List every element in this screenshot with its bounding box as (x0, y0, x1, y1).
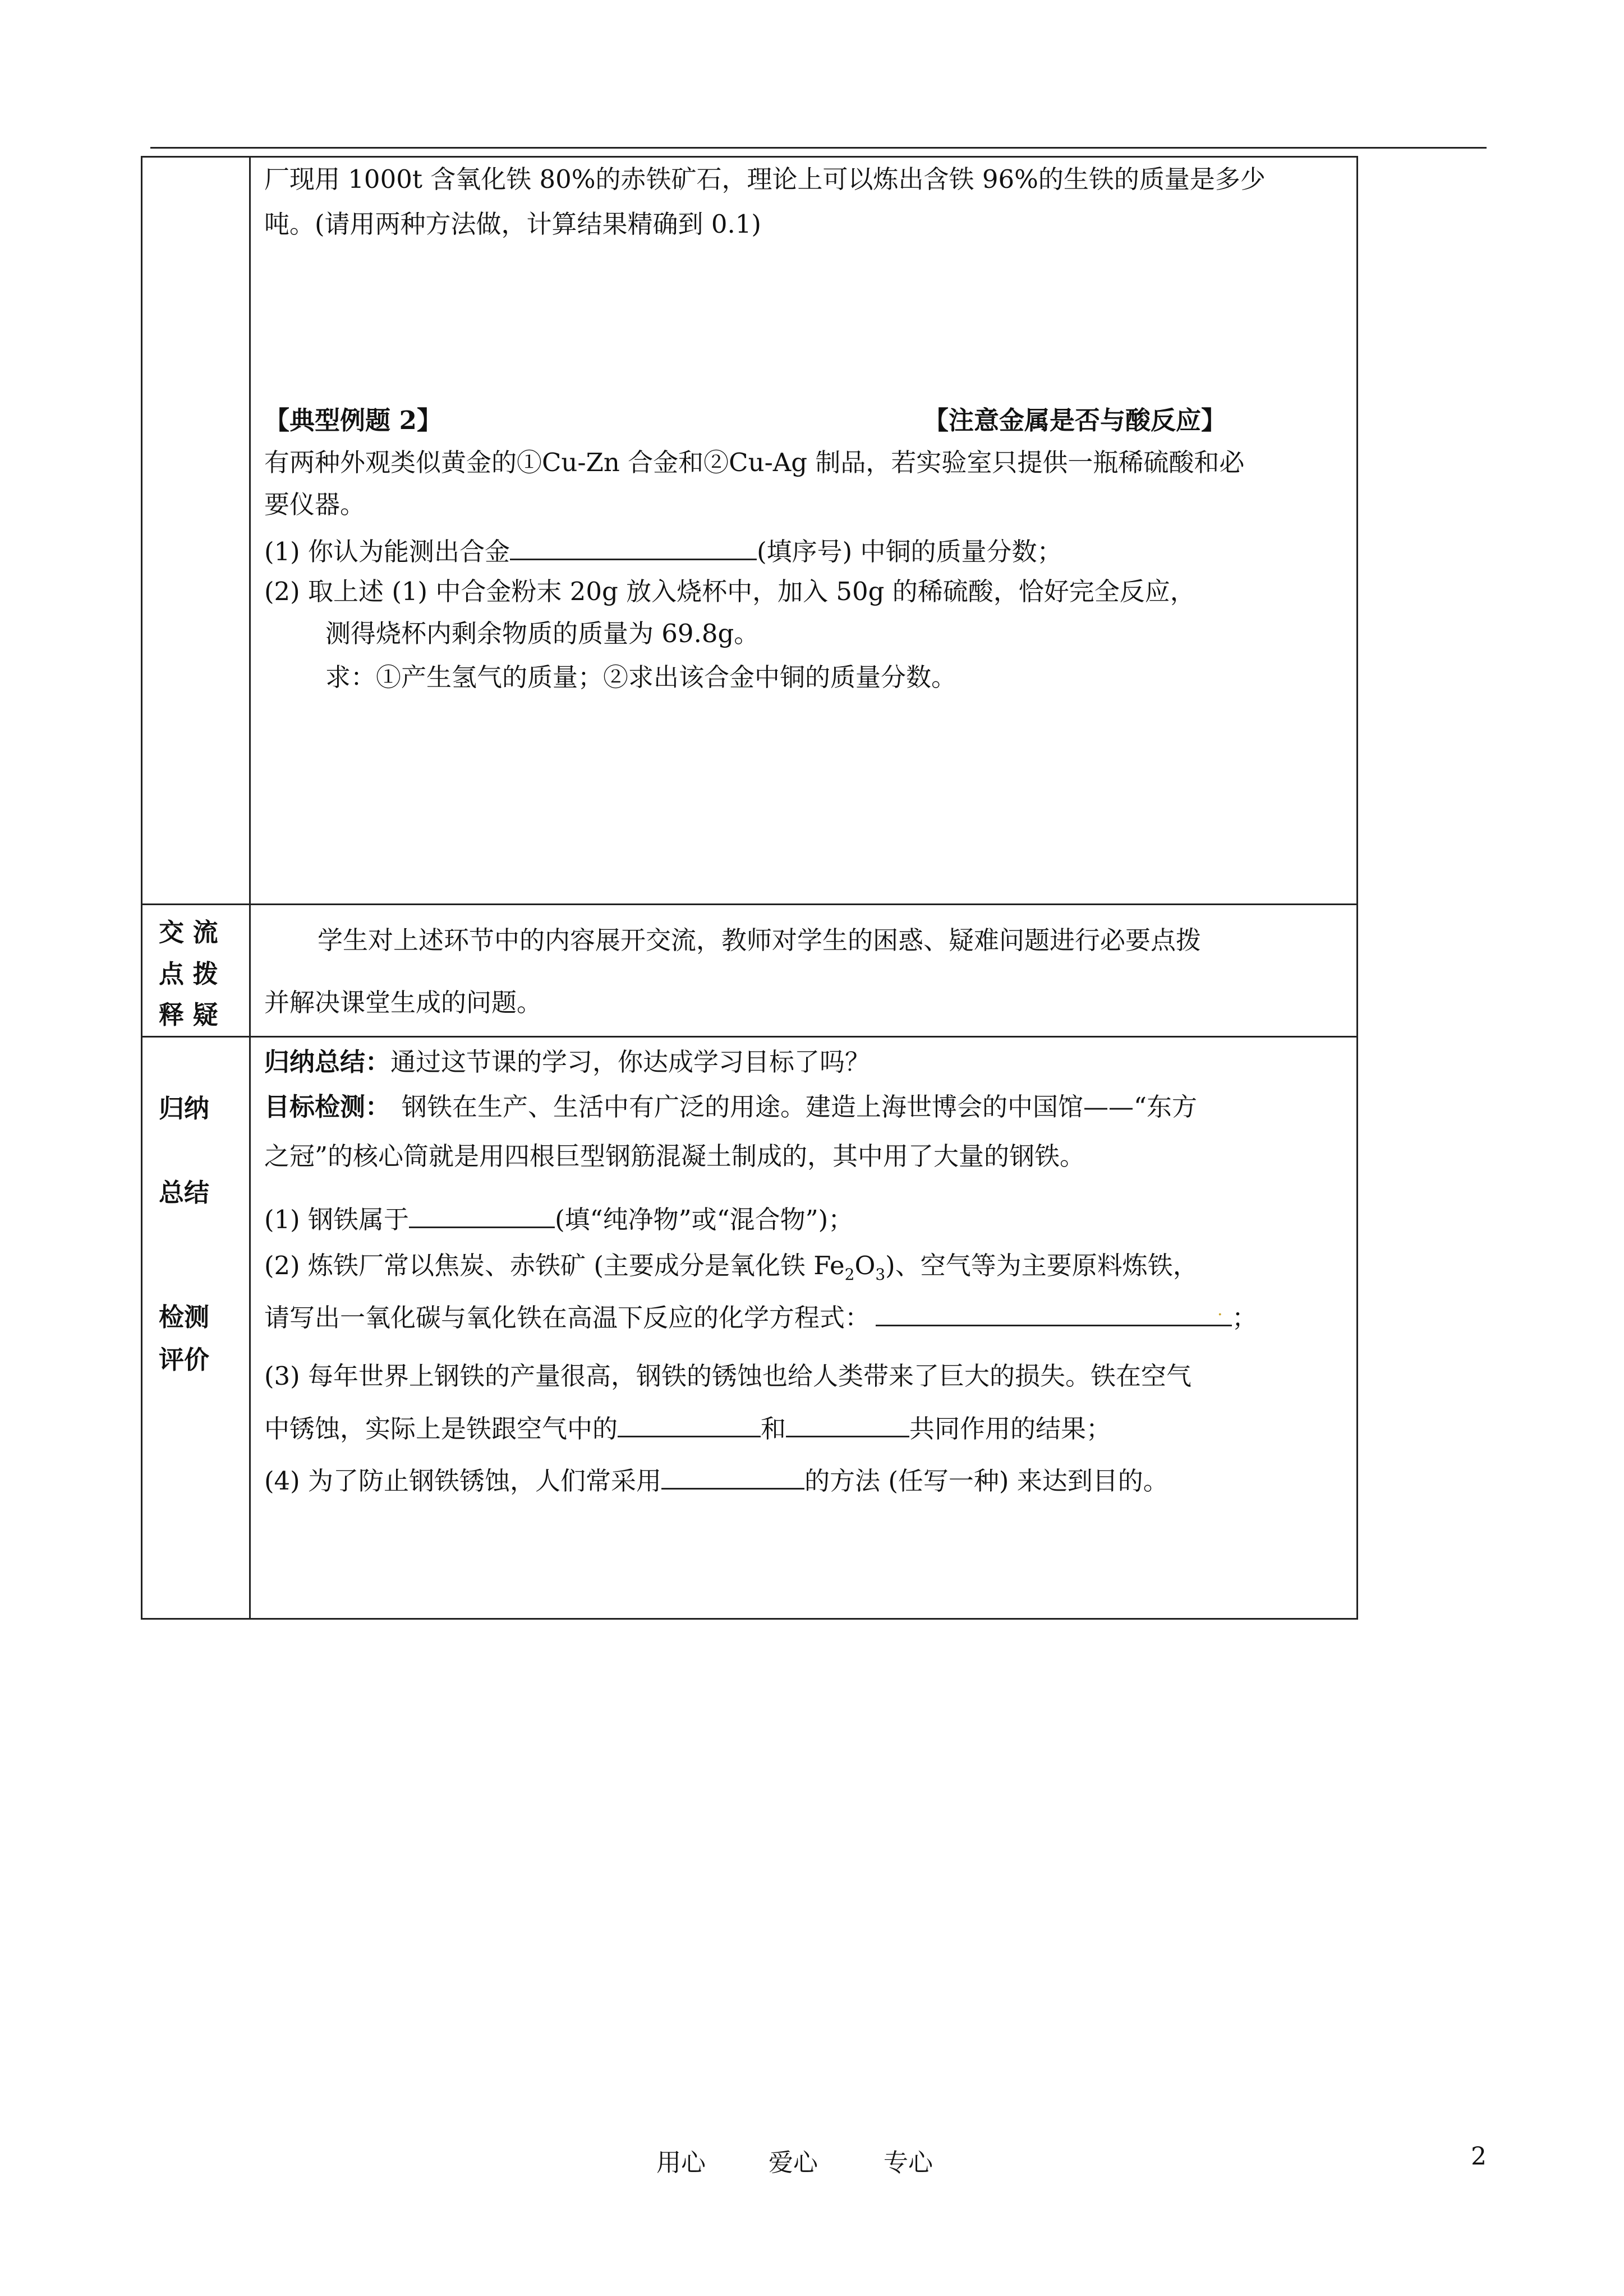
check-q1-suffix: (填“纯净物”或“混合物”)； (555, 1205, 854, 1234)
exchange-label-line3: 释 疑 (159, 1000, 218, 1030)
exchange-text-line1: 学生对上述环节中的内容展开交流，教师对学生的困惑、疑难问题进行必要点拨 (318, 925, 1202, 955)
check-q3-part-c: 共同作用的结果； (909, 1414, 1112, 1444)
footer-word-2: 爱心 (769, 2149, 818, 2177)
target-check-text: 钢铁在生产、生活中有广泛的用途。建造上海世博会的中国馆——“东方 (402, 1092, 1198, 1122)
example2-question2-line1: (2) 取上述 (1) 中合金粉末 20g 放入烧杯中，加入 50g 的稀硫酸，恰好完全反应， (264, 577, 1195, 606)
assessment-label-1: 检测 (159, 1302, 210, 1332)
row-divider-2 (142, 1036, 1356, 1038)
check-q4-part-b: 的方法 (任写一种) 来达到目的。 (804, 1466, 1168, 1496)
check-q1-answer-blank[interactable] (409, 1200, 555, 1228)
header-rule (150, 147, 1487, 149)
example2-note: 【注意金属是否与酸反应】 (923, 405, 1227, 435)
example2-q1-prefix: (1) 你认为能测出合金 (264, 537, 510, 566)
check-q4-blank[interactable] (661, 1461, 804, 1490)
check-q3-part-a: 中锈蚀，实际上是铁跟空气中的 (264, 1414, 618, 1444)
target-check-bold: 目标检测： (264, 1092, 391, 1122)
assessment-label-2: 评价 (159, 1345, 210, 1375)
exchange-label-line2: 点 拨 (159, 959, 218, 989)
check-q2-end: ； (1232, 1303, 1258, 1333)
summary-heading (264, 1045, 870, 1079)
exchange-label-line1: 交 流 (159, 918, 218, 947)
summary-label-1: 归纳 (159, 1094, 210, 1123)
exchange-text-line2: 并解决课堂生成的问题。 (264, 988, 542, 1017)
example2-q1-suffix: (填序号) 中铜的质量分数； (757, 537, 1062, 566)
target-check-line1 (264, 1090, 1197, 1124)
example2-question1 (264, 532, 1062, 569)
example2-question2-line3: 求：①产生氢气的质量；②求出该合金中铜的质量分数。 (325, 662, 957, 692)
check-q2-part-b: )、空气等为主要原料炼铁， (885, 1251, 1198, 1280)
check-q4-part-a: (4) 为了防止钢铁锈蚀，人们常采用 (264, 1466, 662, 1496)
problem1-line2: 吨。(请用两种方法做，计算结果精确到 0.1) (264, 209, 761, 239)
problem1-line1: 厂现用 1000t 含氧化铁 80%的赤铁矿石，理论上可以炼出含铁 96%的生铁的质量是多少 (264, 164, 1266, 194)
summary-heading-bold: 归纳总结： (264, 1047, 391, 1077)
check-q3-blank-1[interactable] (618, 1409, 761, 1437)
check-q1-prefix: (1) 钢铁属于 (264, 1205, 410, 1234)
worksheet-table (141, 156, 1358, 1620)
check-question1 (264, 1200, 853, 1237)
check-q3-blank-2[interactable] (786, 1409, 909, 1437)
summary-heading-text: 通过这节课的学习，你达成学习目标了吗？ (390, 1047, 871, 1077)
check-q2-sub1: 2 (844, 1265, 855, 1284)
stray-dot-mark: . (1217, 1300, 1223, 1320)
footer-word-3: 专心 (884, 2149, 933, 2177)
check-question4 (264, 1461, 1168, 1498)
check-q2-part-a: (2) 炼铁厂常以焦炭、赤铁矿 (主要成分是氧化铁 Fe (264, 1251, 845, 1280)
check-question2-line1 (264, 1249, 1198, 1292)
example2-question2-line2: 测得烧杯内剩余物质的质量为 69.8g。 (325, 619, 760, 648)
footer-word-1: 用心 (656, 2149, 706, 2177)
row-divider-1 (142, 903, 1356, 905)
check-question3-line1: (3) 每年世界上钢铁的产量很高，钢铁的锈蚀也给人类带来了巨大的损失。铁在空气 (264, 1361, 1192, 1391)
summary-label-2: 总结 (159, 1178, 210, 1207)
column-divider (249, 158, 251, 1618)
check-q2-equation-blank[interactable] (876, 1298, 1232, 1326)
check-q2-mid: O (854, 1251, 876, 1280)
check-q3-part-b: 和 (761, 1414, 786, 1444)
example2-stem-line1: 有两种外观类似黄金的①Cu-Zn 合金和②Cu-Ag 制品，若实验室只提供一瓶稀硫酸和必 (264, 448, 1245, 477)
check-question3-line2 (264, 1409, 1111, 1446)
check-q2-line2-text: 请写出一氧化碳与氧化铁在高温下反应的化学方程式： (264, 1303, 871, 1333)
page-number: 2 (1471, 2142, 1487, 2171)
target-check-line2: 之冠”的核心筒就是用四根巨型钢筋混凝土制成的，其中用了大量的钢铁。 (264, 1141, 1085, 1171)
example2-q1-answer-blank[interactable] (510, 532, 757, 560)
check-q2-sub2: 3 (875, 1265, 886, 1284)
example2-stem-line2: 要仪器。 (264, 490, 366, 519)
check-question2-line2 (264, 1298, 1257, 1335)
example2-title: 【典型例题 2】 (264, 405, 442, 435)
